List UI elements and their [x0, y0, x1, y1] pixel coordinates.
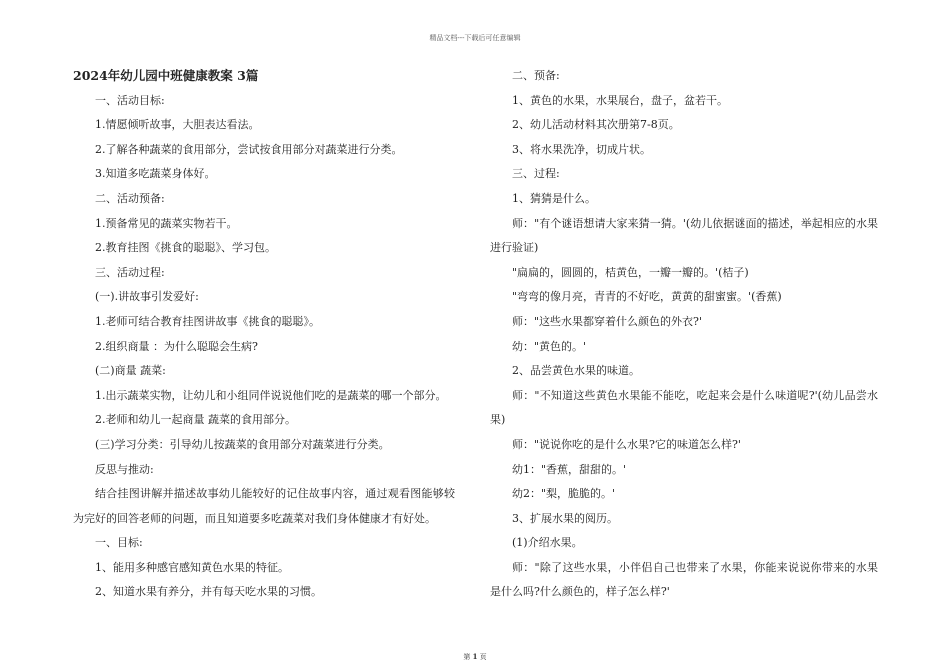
- paragraph: "扁扁的，圆圆的，桔黄色，一瓣一瓣的。'(桔子): [512, 265, 749, 279]
- paragraph: 幼1："香蕉，甜甜的。': [512, 462, 627, 476]
- paragraph: 2、品尝黄色水果的味道。: [512, 364, 640, 378]
- paragraph: 一、目标:: [95, 536, 143, 550]
- paragraph: 二、活动预备:: [95, 191, 165, 205]
- paragraph: (1)介绍水果。: [512, 536, 583, 550]
- paragraph: 师："除了这些水果，小伴侣自己也带来了水果，你能来说说你带来的水果是什么吗?什么颜色的，样子怎么样?': [490, 560, 878, 599]
- paragraph: 幼："黄色的。': [512, 339, 587, 353]
- paragraph: 1.预备常见的蔬菜实物若干。: [95, 216, 238, 230]
- paragraph: 师："说说你吃的是什么水果?它的味道怎么样?': [512, 437, 741, 451]
- paragraph: 2、幼儿活动材料其次册第7-8页。: [512, 118, 680, 132]
- page-header: 精品文档---下载后可任意编辑: [429, 34, 521, 42]
- paragraph: 1、猜猜是什么。: [512, 191, 596, 205]
- paragraph: 2.教育挂图《挑食的聪聪》、学习包。: [95, 241, 276, 255]
- page-number: 1: [472, 652, 478, 661]
- document-title: 2024年幼儿园中班健康教案 3篇: [73, 68, 259, 83]
- paragraph: "弯弯的像月亮，青青的不好吃，黄黄的甜蜜蜜。'(香蕉): [512, 290, 782, 304]
- right-column: [490, 64, 878, 605]
- paragraph: 师："这些水果都穿着什么颜色的外衣?': [512, 314, 702, 328]
- paragraph: 1.情愿倾听故事，大胆表达看法。: [95, 118, 260, 132]
- paragraph: (三)学习分类：引导幼儿按蔬菜的食用部分对蔬菜进行分类。: [95, 437, 390, 451]
- paragraph: 反思与推动:: [95, 462, 154, 476]
- paragraph: 2.了解各种蔬菜的食用部分，尝试按食用部分对蔬菜进行分类。: [95, 142, 403, 156]
- paragraph: (一).讲故事引发爱好:: [95, 290, 199, 304]
- paragraph: 1、能用多种感官感知黄色水果的特征。: [95, 560, 289, 574]
- paragraph: 师："有个谜语想请大家来猜一猜。'(幼儿依据谜面的描述，举起相应的水果进行验证): [490, 216, 878, 255]
- paragraph: 一、活动目标:: [95, 93, 165, 107]
- paragraph: 3.知道多吃蔬菜身体好。: [95, 167, 216, 181]
- page-label-prefix: 第: [463, 653, 471, 661]
- paragraph: 三、活动过程:: [95, 265, 165, 279]
- paragraph: 3、将水果洗净，切成片状。: [512, 142, 651, 156]
- paragraph: 1.出示蔬菜实物，让幼儿和小组同伴说说他们吃的是蔬菜的哪一个部分。: [95, 388, 447, 402]
- paragraph: (二)商量 蔬菜:: [95, 364, 166, 378]
- paragraph: 三、过程:: [512, 167, 560, 181]
- paragraph: 2、知道水果有养分，并有每天吃水果的习惯。: [95, 585, 322, 599]
- paragraph: 2.组织商量 ：为什么聪聪会生病?: [95, 339, 258, 353]
- paragraph: 1.老师可结合教育挂图讲故事《挑食的聪聪》。: [95, 314, 320, 328]
- page-label-suffix: 页: [479, 653, 487, 661]
- paragraph: 幼2："梨，脆脆的。': [512, 487, 616, 501]
- paragraph: 二、预备:: [512, 69, 560, 82]
- paragraph: 3、扩展水果的阅历。: [512, 511, 618, 525]
- left-column: [73, 64, 455, 605]
- paragraph: 结合挂图讲解并描述故事幼儿能较好的记住故事内容，通过观看图能够较为完好的回答老师的问题，而且知道要多吃蔬菜对我们身体健康才有好处。: [73, 487, 455, 525]
- paragraph: 2.老师和幼儿一起商量 蔬菜的食用部分。: [95, 413, 296, 427]
- paragraph: 师："不知道这些黄色水果能不能吃，吃起来会是什么味道呢?'(幼儿品尝水果): [490, 388, 878, 427]
- paragraph: 1、黄色的水果，水果展台，盘子，盆若干。: [512, 93, 728, 107]
- page-footer: [0, 652, 950, 662]
